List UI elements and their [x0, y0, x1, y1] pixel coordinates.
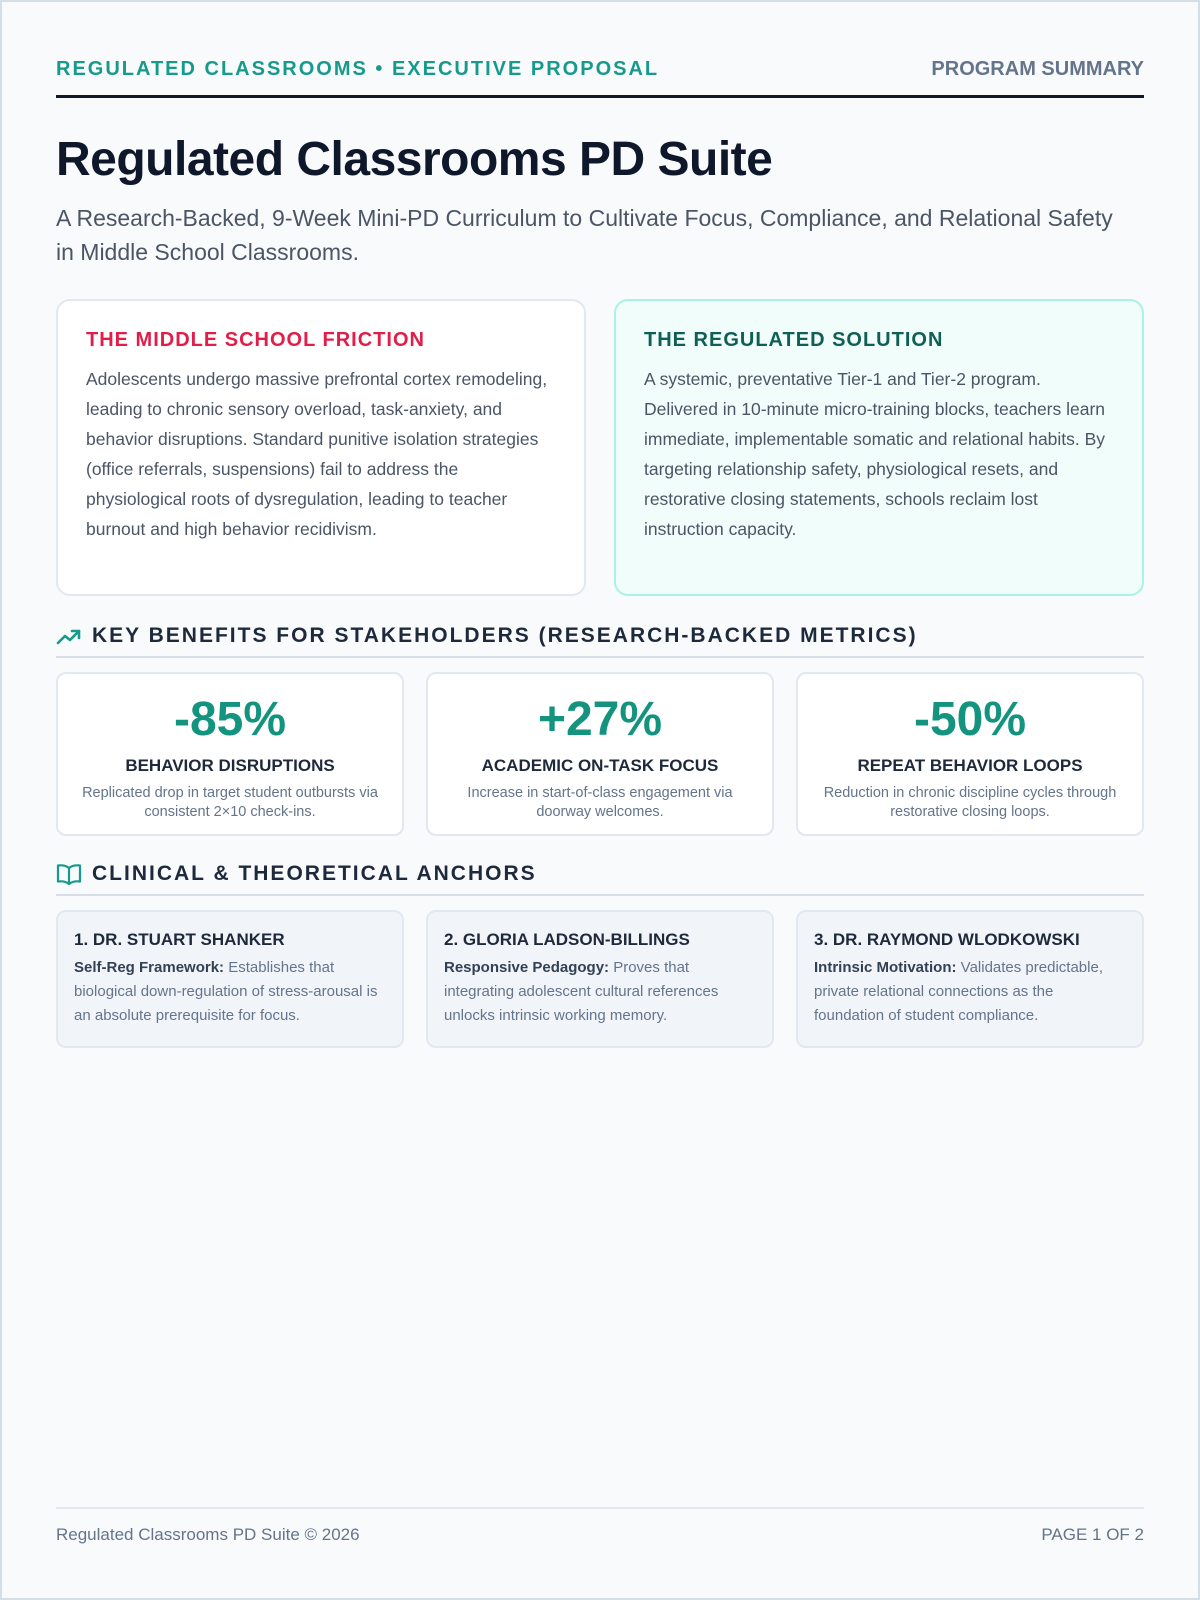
header-doc-type: PROGRAM SUMMARY — [931, 58, 1144, 80]
trending-up-icon — [56, 626, 82, 646]
anchor-card — [796, 910, 1144, 1048]
anchor-text: Validates predictable, private relational connections as the foundation of student compliance. — [814, 959, 1103, 1024]
page-title: Regulated Classrooms PD Suite — [56, 133, 773, 186]
problem-solution-row — [56, 299, 1144, 596]
anchor-description — [74, 956, 386, 1028]
metric-description: Replicated drop in target student outbursts via consistent 2×10 check-ins. — [82, 785, 378, 820]
friction-card — [56, 299, 586, 596]
metrics-row — [56, 672, 1144, 836]
anchor-text: Establishes that biological down-regulation of stress-arousal is an absolute prerequisite for focus. — [74, 959, 378, 1024]
open-book-icon — [56, 863, 82, 885]
anchor-term: Intrinsic Motivation: — [814, 959, 957, 976]
header-kicker: REGULATED CLASSROOMS • EXECUTIVE PROPOSAL — [56, 58, 660, 80]
friction-body: Adolescents undergo massive prefrontal cortex remodeling, leading to chronic sensory overload, task-anxiety, and behavior disruptions. Standard punitive isolation strategies (office referrals, suspensions) fail to address the physiological roots of dysregulation, leading to teacher burnout and high behavior recidivism. — [86, 369, 548, 539]
footer-page-number: PAGE 1 OF 2 — [1041, 1525, 1144, 1544]
anchor-description — [814, 956, 1126, 1028]
metric-label: BEHAVIOR DISRUPTIONS — [125, 756, 335, 775]
anchor-name: 3. DR. RAYMOND WLODKOWSKI — [814, 930, 1080, 949]
friction-title: THE MIDDLE SCHOOL FRICTION — [86, 329, 425, 351]
metric-value: -85% — [173, 693, 287, 746]
anchor-name: 2. GLORIA LADSON-BILLINGS — [444, 930, 690, 949]
footer-copyright: Regulated Classrooms PD Suite © 2026 — [56, 1525, 360, 1544]
anchor-card — [426, 910, 774, 1048]
anchor-text: Proves that integrating adolescent cultural references unlocks intrinsic working memory. — [444, 959, 719, 1024]
anchors-row — [56, 910, 1144, 1048]
metric-value: -50% — [913, 693, 1027, 746]
anchor-name: 1. DR. STUART SHANKER — [74, 930, 285, 949]
benefits-section-title: KEY BENEFITS FOR STAKEHOLDERS (RESEARCH-BACKED METRICS) — [92, 624, 918, 647]
solution-body: A systemic, preventative Tier-1 and Tier-2 program. Delivered in 10-minute micro-training blocks, teachers learn immediate, implementable somatic and relational habits. By targeting relationship safety, physiological resets, and restorative closing statements, schools reclaim lost instruction capacity. — [644, 369, 1106, 539]
benefits-section-header — [56, 624, 1144, 658]
metric-value: +27% — [537, 693, 663, 746]
metric-description: Reduction in chronic discipline cycles through restorative closing loops. — [823, 785, 1117, 820]
metric-card — [426, 672, 774, 836]
metric-description: Increase in start-of-class engagement via doorway welcomes. — [467, 785, 733, 820]
anchor-term: Responsive Pedagogy: — [444, 959, 610, 976]
solution-card — [614, 299, 1144, 596]
page-footer — [56, 1507, 1144, 1545]
metric-card — [796, 672, 1144, 836]
solution-title: THE REGULATED SOLUTION — [644, 329, 944, 351]
anchor-term: Self-Reg Framework: — [74, 959, 225, 976]
anchors-section-title: CLINICAL & THEORETICAL ANCHORS — [92, 862, 537, 885]
metric-card — [56, 672, 404, 836]
metric-label: ACADEMIC ON-TASK FOCUS — [481, 756, 719, 775]
anchor-card — [56, 910, 404, 1048]
anchor-description — [444, 956, 756, 1028]
document-header — [56, 2, 1144, 98]
metric-label: REPEAT BEHAVIOR LOOPS — [857, 756, 1083, 775]
page-subtitle: A Research-Backed, 9-Week Mini-PD Curriculum to Cultivate Focus, Compliance, and Relational Safety in Middle School Classrooms. — [56, 205, 1113, 265]
anchors-section-header — [56, 862, 1144, 896]
